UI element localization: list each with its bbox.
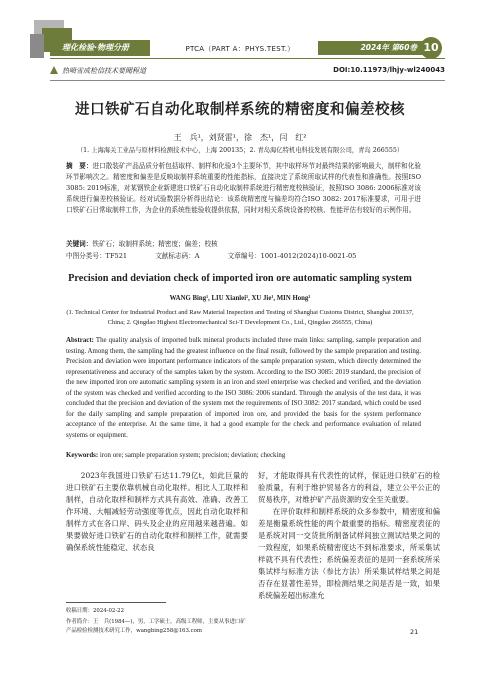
keywords-text: 铁矿石；取制样系统；精密度；偏差；校核 [92,240,218,248]
abstract-english [66,336,421,441]
keywords-label: 关键词： [66,240,93,248]
document-code: 文献标志码：A [155,252,200,260]
doi: DOI:10.11973/lhjy-wl240043 [333,66,445,74]
keywords-en-label: Keywords: [66,452,99,459]
journal-name-bar: 理化检验·物理分册 [50,40,150,56]
body-paragraph: 好，才能取得具有代表性的试样，保证进口铁矿石的检验质量，有利于维护贸易各方的利益，建立公平公正的贸易秩序，对维护矿产品资源的安全至关重要。 [258,471,440,504]
authors-chinese: 王 兵¹，刘贤雷¹，徐 杰¹，闫 红² [173,133,307,142]
authors-english: WANG Bing¹, LIU Xianlei¹, XU Jie¹, MIN Hong² [169,295,311,302]
column-name: 热喷雪成检信技术要聞程道 [62,67,146,75]
keywords-english [66,452,421,459]
year-volume: 2024年 第60卷 [318,41,423,55]
separator [50,80,445,81]
affiliation-chinese: （1. 上海海关工业品与原材料检测技术中心，上海 200135；2. 青岛海亿特机电科技发展有限公司，青岛 266555） [76,147,404,154]
journal-header [0,0,480,60]
keywords-en-text: iron ore; sample preparation system; precision; deviation; checking [99,452,286,459]
keywords-chinese [66,238,421,248]
body-paragraph: 2023年我国进口铁矿石达11.79亿t，如此巨量的进口铁矿石主要依靠机械自动化取样。相比人工取样和制样，自动化取样和制样方式具有高效、准确、改善工作环境、大幅减轻劳动强度等优点，因此自动化取样和制样方式在各口岸、码头及企业的应用越来越普遍。如果要做好进口铁矿石的自动化取样和制样工作，就需要确保系统性能稳定、状态良 [66,471,248,552]
column-mark-icon [50,66,58,74]
title-chinese: 进口铁矿石自动化取制样系统的精密度和偏差校核 [75,102,405,118]
abstract-text: 进口散装矿产品品质分析包括取样、制样和化验3个主要环节，其中取样环节对最终结果的影响最大，制样和化验环节影响次之。精密度和偏差是反映取制样系统重要的性能指标，直接决定了系统所取试样的代表性和准确性。按照ISO 3085: 2019标准，对某钢铁企业新建进口铁矿石自动化取制样系统进行精密度校核验证，按照ISO 3086: 2006标准对该系统进行偏差校核验证。经对试验数据分析得出结论：该系统精密度与偏差均符合ISO 3082: 2017标准要求，可用于进口铁矿石日常取制样工作，为企业的系统性能验收提供依据，同时对相关系统设备的校核、性能评估有较好的示例作用。 [66,162,422,214]
abstract-en-text: The quality analysis of imported bulk mineral products included three main links: sampling, sample preparation and testing. Among them, the sampling had the greatest influence on the final result, followed by the sample preparation and testing. Precision and deviation were important performance indicators of the sample preparation system, which directly determined the representativeness and accuracy of the samples taken by the system. According to the ISO 3085: 2019 standard, the precision of the new imported iron ore automatic sampling system in an iron and steel enterprise was checked and verified, and the deviation of the system was checked and verified according to the ISO 3086: 2006 standard. Through the analysis of the test data, it was concluded that the precision and deviation of the system met the requirements of ISO 3082: 2017 standard, which could be used for the daily sampling and sample preparation of imported iron ore, and provided the basis for the system performance acceptance of the enterprise. At the same time, it had a good example for the check and performance evaluation of related systems or equipment. [66,337,421,439]
column-row [50,64,445,78]
abstract-label: 摘 要： [66,162,93,170]
title-english: Precision and deviation check of imported iron ore automatic sampling system [68,273,412,284]
affiliation-english: (1. Technical Center for Industrial Product and Raw Material Inspection and Testing of Shanghai Customs District, Shanghai 200137, China; 2. Qingdao Highest Electromechanical Sci-T Development Co., Ltd., Qingdao 266555, China) [66,309,414,326]
footnote-rule [66,602,166,603]
clc-number: 中图分类号：TF521 [66,252,128,260]
body-column-left [66,470,248,554]
header-rule [50,58,445,59]
body-paragraph: 在评价取样和制样系统的众多参数中，精密度和偏差是衡量系统性能的两个最重要的指标。精密度表征的是系统对同一交货批所制备试样间独立测试结果之间的一致程度，如果系统精密度达不到标准要求，所采集试样就不具有代表性；系统偏差表征的是同一套系统所采集试样与标准方法（参比方法）所采集试样结果之间是否存在显著性差异，即检测结果之间是否是一致，如果系统偏差超出标准允 [258,507,440,600]
body-column-right [258,470,440,602]
footnote-author: 作者简介：王 兵(1984—)，男，工学硕士，高级工程师，主要从事进口矿产品检验检测技术研究工作，wangbing258@163.com [66,619,246,634]
abstract-chinese [66,161,421,216]
issue-badge: 10 [420,37,442,59]
page-number: 21 [410,628,419,636]
journal-title: PTCA（PART A：PHYS.TEST.） [185,45,295,53]
footnote-received: 收稿日期：2024-02-22 [66,608,125,614]
article-number: 文章编号：1001-4012(2024)10-0021-05 [227,252,357,260]
classification-row [66,250,421,260]
abstract-en-label: Abstract: [66,337,94,344]
